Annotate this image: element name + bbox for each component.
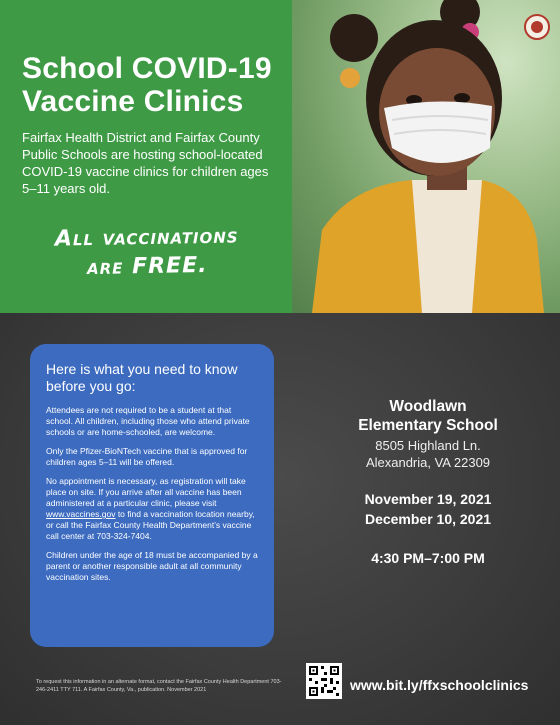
intro-text: Fairfax Health District and Fairfax County Public Schools are hosting school-located COVID-19 vaccine clinics for children ages 5–11 years old.	[22, 130, 269, 196]
school-address	[316, 437, 540, 471]
page-title	[22, 52, 292, 118]
clinic-time: 4:30 PM–7:00 PM	[371, 550, 485, 566]
title-line-1: School COVID-19	[22, 52, 272, 85]
child-illustration	[292, 0, 560, 313]
free-line-1: All vaccinations	[54, 223, 239, 252]
panel-paragraph-4: Children under the age of 18 must be accompanied by a parent or another responsible adult at all community vaccination sites.	[46, 550, 258, 582]
free-banner	[22, 221, 273, 283]
top-section	[0, 0, 560, 313]
panel-paragraph-1: Attendees are not required to be a student at that school. All children, including those who attend private schools or are home-schooled, are welcome.	[46, 405, 250, 437]
vaccines-gov-link[interactable]: www.vaccines.gov	[46, 509, 116, 519]
green-header	[0, 0, 292, 313]
fairfax-county-seal-icon	[524, 14, 550, 40]
panel-heading: Here is what you need to know before you go:	[46, 361, 238, 394]
clinic-details	[316, 397, 540, 567]
free-line-2: are FREE.	[86, 252, 208, 281]
clinic-date-1: November 19, 2021	[364, 491, 492, 507]
clinics-url[interactable]: www.bit.ly/ffxschoolclinics	[350, 677, 529, 693]
school-name	[316, 397, 540, 435]
school-name-line-1: Woodlawn	[389, 398, 467, 415]
panel-paragraph-2: Only the Pfizer-BioNTech vaccine that is approved for children ages 5–11 will be offered.	[46, 446, 248, 467]
qr-code-graphic	[309, 666, 339, 696]
fine-print: To request this information in an alternate format, contact the Fairfax County Health Department 703-246-2411 TTY 711. A Fairfax County, Va., publication. November 2021	[36, 679, 282, 693]
qr-code-icon[interactable]	[306, 663, 342, 699]
para3-text-before: No appointment is necessary, as registration will take place on site. If you arrive after all vaccine has been administered at a particular clinic, please visit	[46, 476, 246, 508]
panel-paragraph-3	[46, 476, 258, 542]
street-address: 8505 Highland Ln.	[375, 438, 481, 453]
title-line-2: Vaccine Clinics	[22, 85, 244, 118]
school-name-line-2: Elementary School	[358, 417, 498, 434]
city-state-zip: Alexandria, VA 22309	[365, 455, 491, 470]
clinic-date-2: December 10, 2021	[364, 511, 492, 527]
clinic-dates	[316, 489, 540, 529]
info-panel	[30, 344, 274, 647]
child-photo	[292, 0, 560, 313]
para3-text-after: to find a vaccination location nearby, or call the Fairfax County Health Department’s vaccine call center at 703-324-7404.	[46, 509, 255, 541]
